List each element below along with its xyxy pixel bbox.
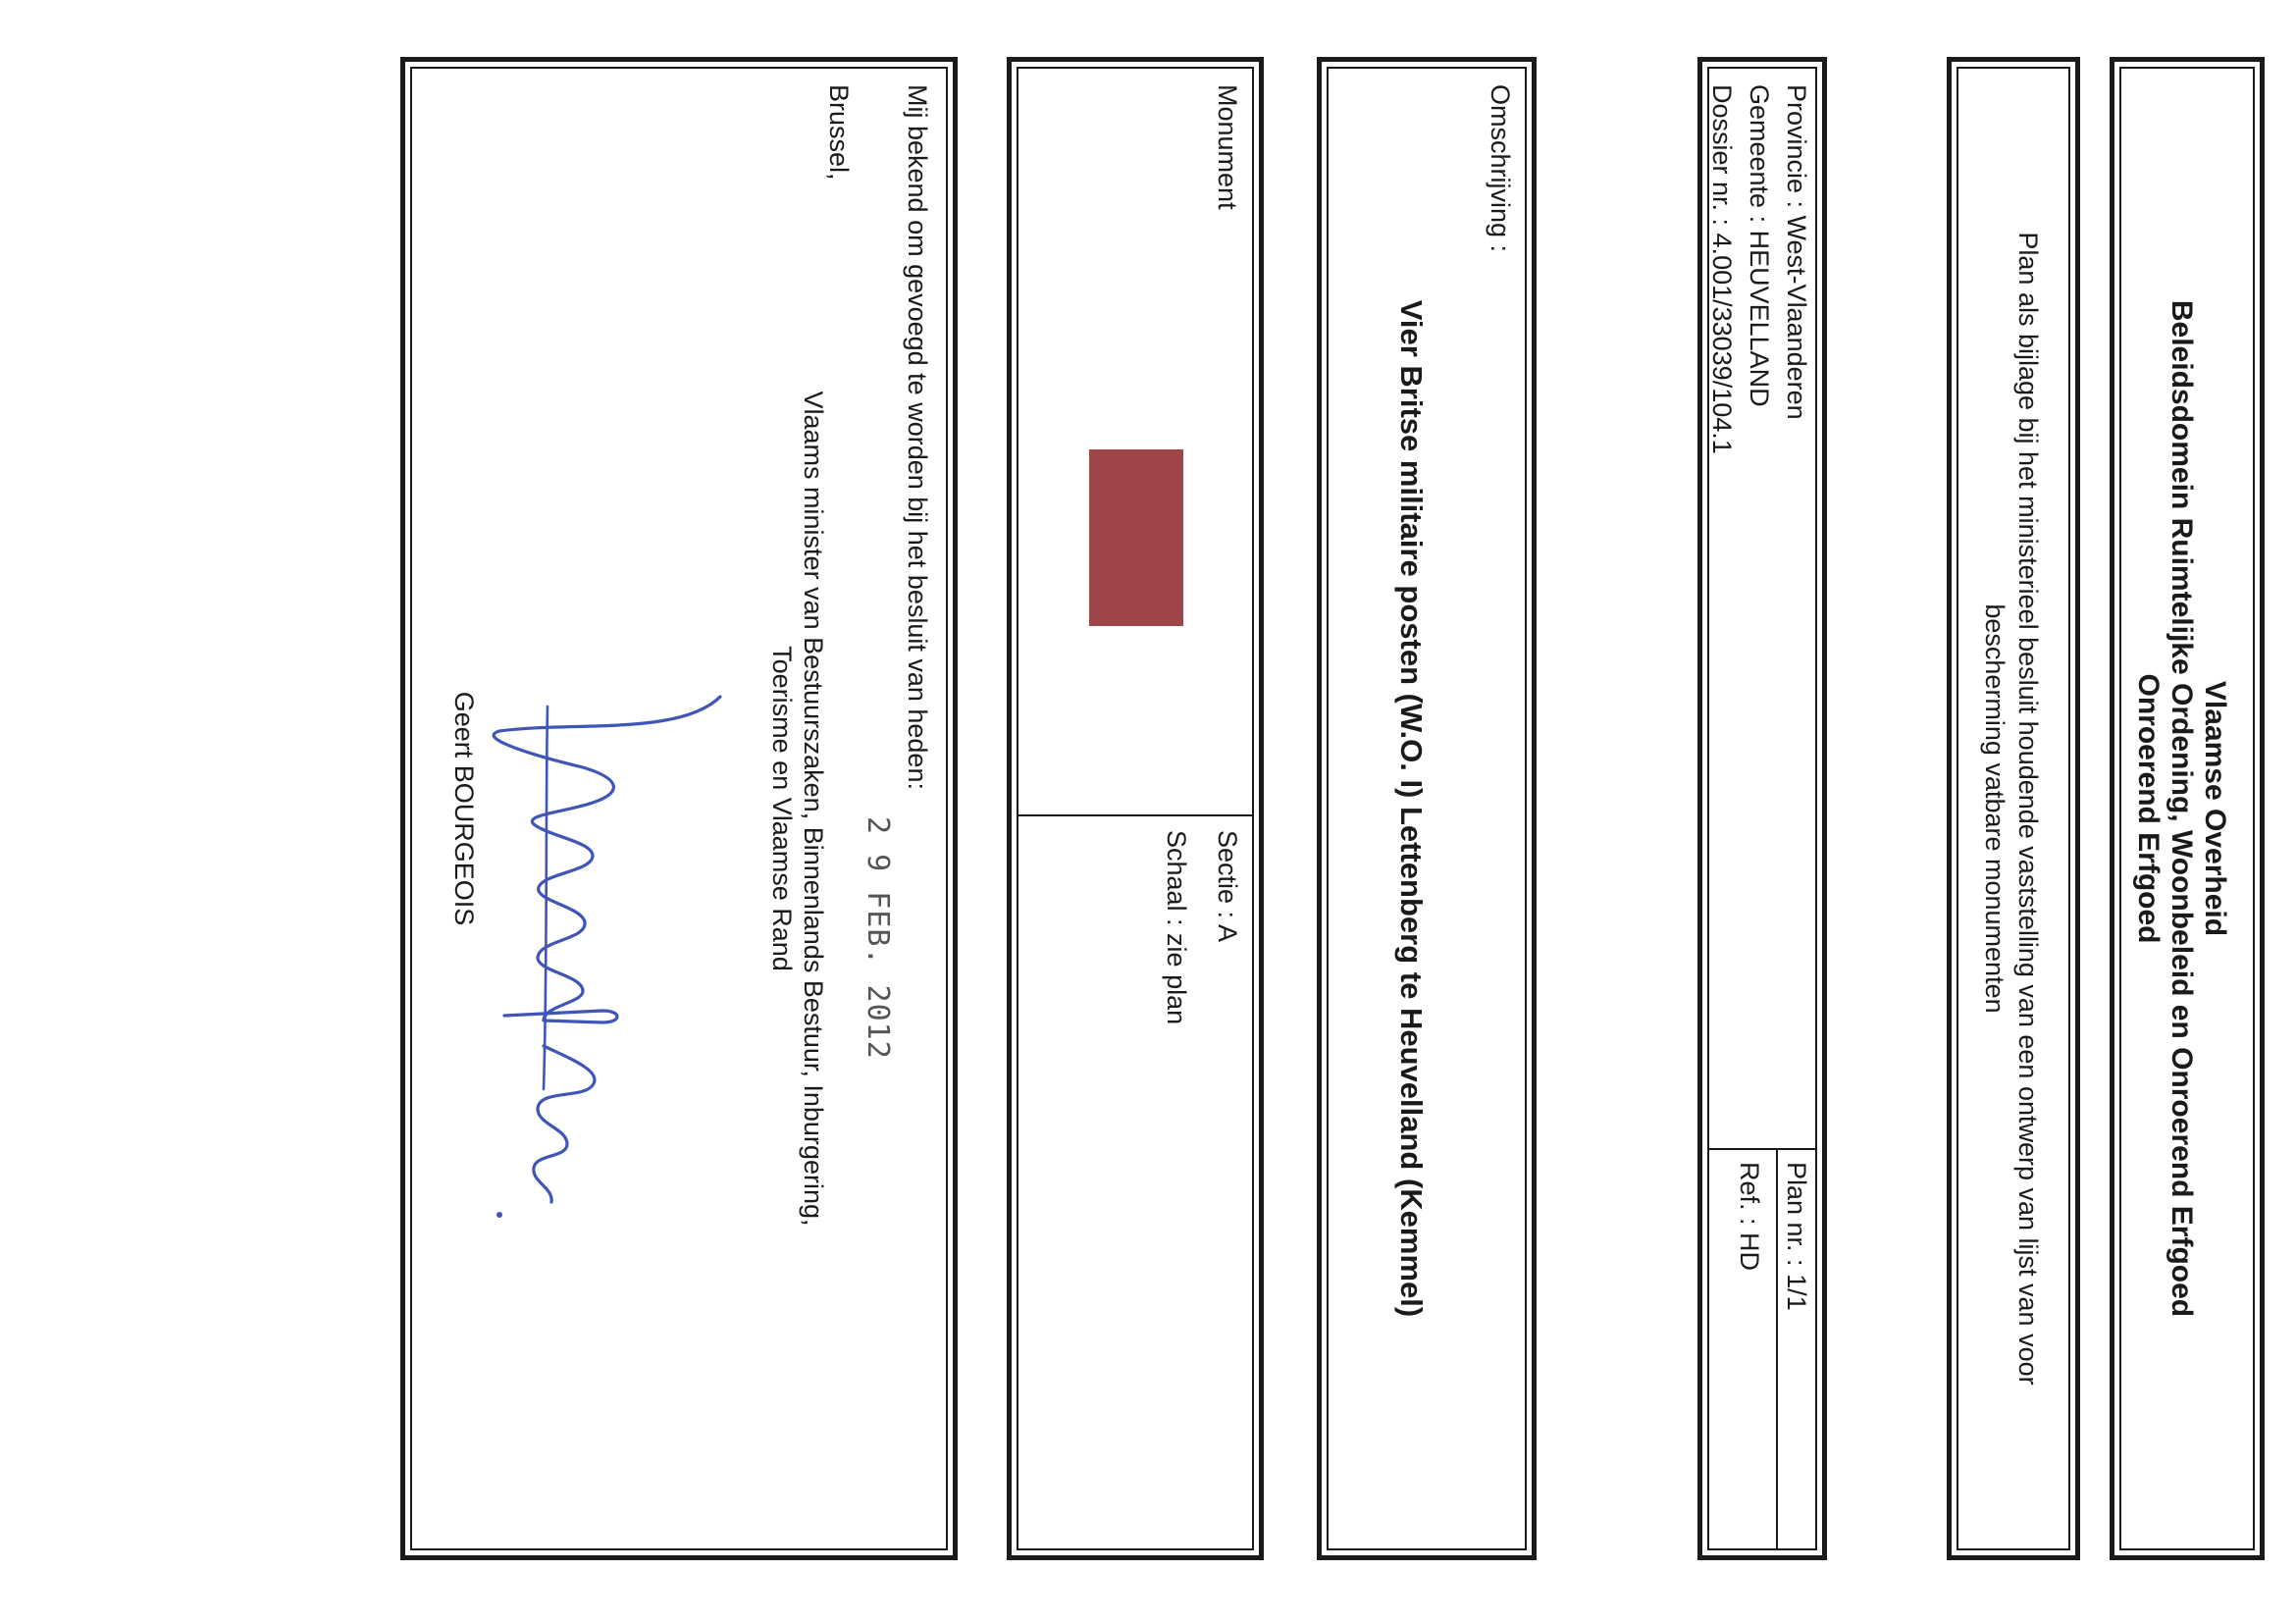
omschrijving-panel [1317, 57, 1537, 1560]
monument-column-divider [1018, 814, 1252, 816]
minister-title-line-2: Toerisme en Vlaamse Rand [767, 646, 797, 971]
header-line-department: Beleidsdomein Ruimtelijke Ordening, Woonbeleid en Onroerend Erfgoed [2166, 299, 2198, 1318]
date-stamp: 2 9 FEB. 2012 [861, 816, 895, 1060]
monument-title: Vier Britse militaire posten (W.O. I) Lettenberg te Heuvelland (Kemmel) [1394, 299, 1429, 1318]
plan-description-line-1: Plan als bijlage bij het ministerieel besluit houdende vaststelling van een ontwerp van lijst van voor [2013, 232, 2043, 1386]
plan-description-inner [1957, 67, 2070, 1550]
omschrijving-inner [1327, 67, 1527, 1550]
reference-field: Ref. : HD [1735, 1162, 1764, 1272]
signature-inner [410, 67, 948, 1550]
info-row-divider [1776, 1148, 1778, 1548]
header-panel [2110, 57, 2265, 1560]
handwritten-signature [445, 677, 740, 1227]
place-label: Brussel, [824, 84, 854, 181]
info-column-divider [1709, 1148, 1815, 1150]
header-line-government: Vlaamse Overheid [2199, 680, 2231, 937]
gemeente-field: Gemeente : HEUVELLAND [1745, 84, 1774, 407]
plan-number-field: Plan nr. : 1/1 [1782, 1162, 1811, 1311]
omschrijving-label: Omschrijving : [1486, 84, 1515, 253]
header-line-agency: Onroerend Erfgoed [2132, 673, 2165, 944]
monument-panel [1007, 57, 1264, 1560]
signature-panel [400, 57, 958, 1560]
provincie-field: Provincie : West-Vlaanderen [1782, 84, 1811, 420]
header-panel-inner [2119, 67, 2255, 1550]
dossier-number-field: Dossier nr. : 4.001/33039/104.1 [1707, 84, 1737, 454]
monument-inner [1017, 67, 1254, 1550]
monument-legend-swatch [1089, 449, 1183, 626]
sectie-field: Sectie : A [1213, 830, 1242, 943]
plan-description-line-2: bescherming vatbare monumenten [1980, 603, 2009, 1014]
monument-label: Monument [1213, 84, 1242, 210]
plan-description-panel [1947, 57, 2080, 1560]
minister-title-line-1: Vlaams minister van Bestuurszaken, Binnenlands Bestuur, Inburgering, [799, 391, 828, 1227]
approval-statement: Mij bekend om gevoegd te worden bij het besluit van heden: [903, 84, 932, 790]
minister-name: Geert BOURGEOIS [449, 691, 479, 926]
dossier-info-inner [1707, 67, 1817, 1550]
dossier-info-panel [1697, 57, 1827, 1560]
schaal-field: Schaal : zie plan [1162, 830, 1191, 1025]
